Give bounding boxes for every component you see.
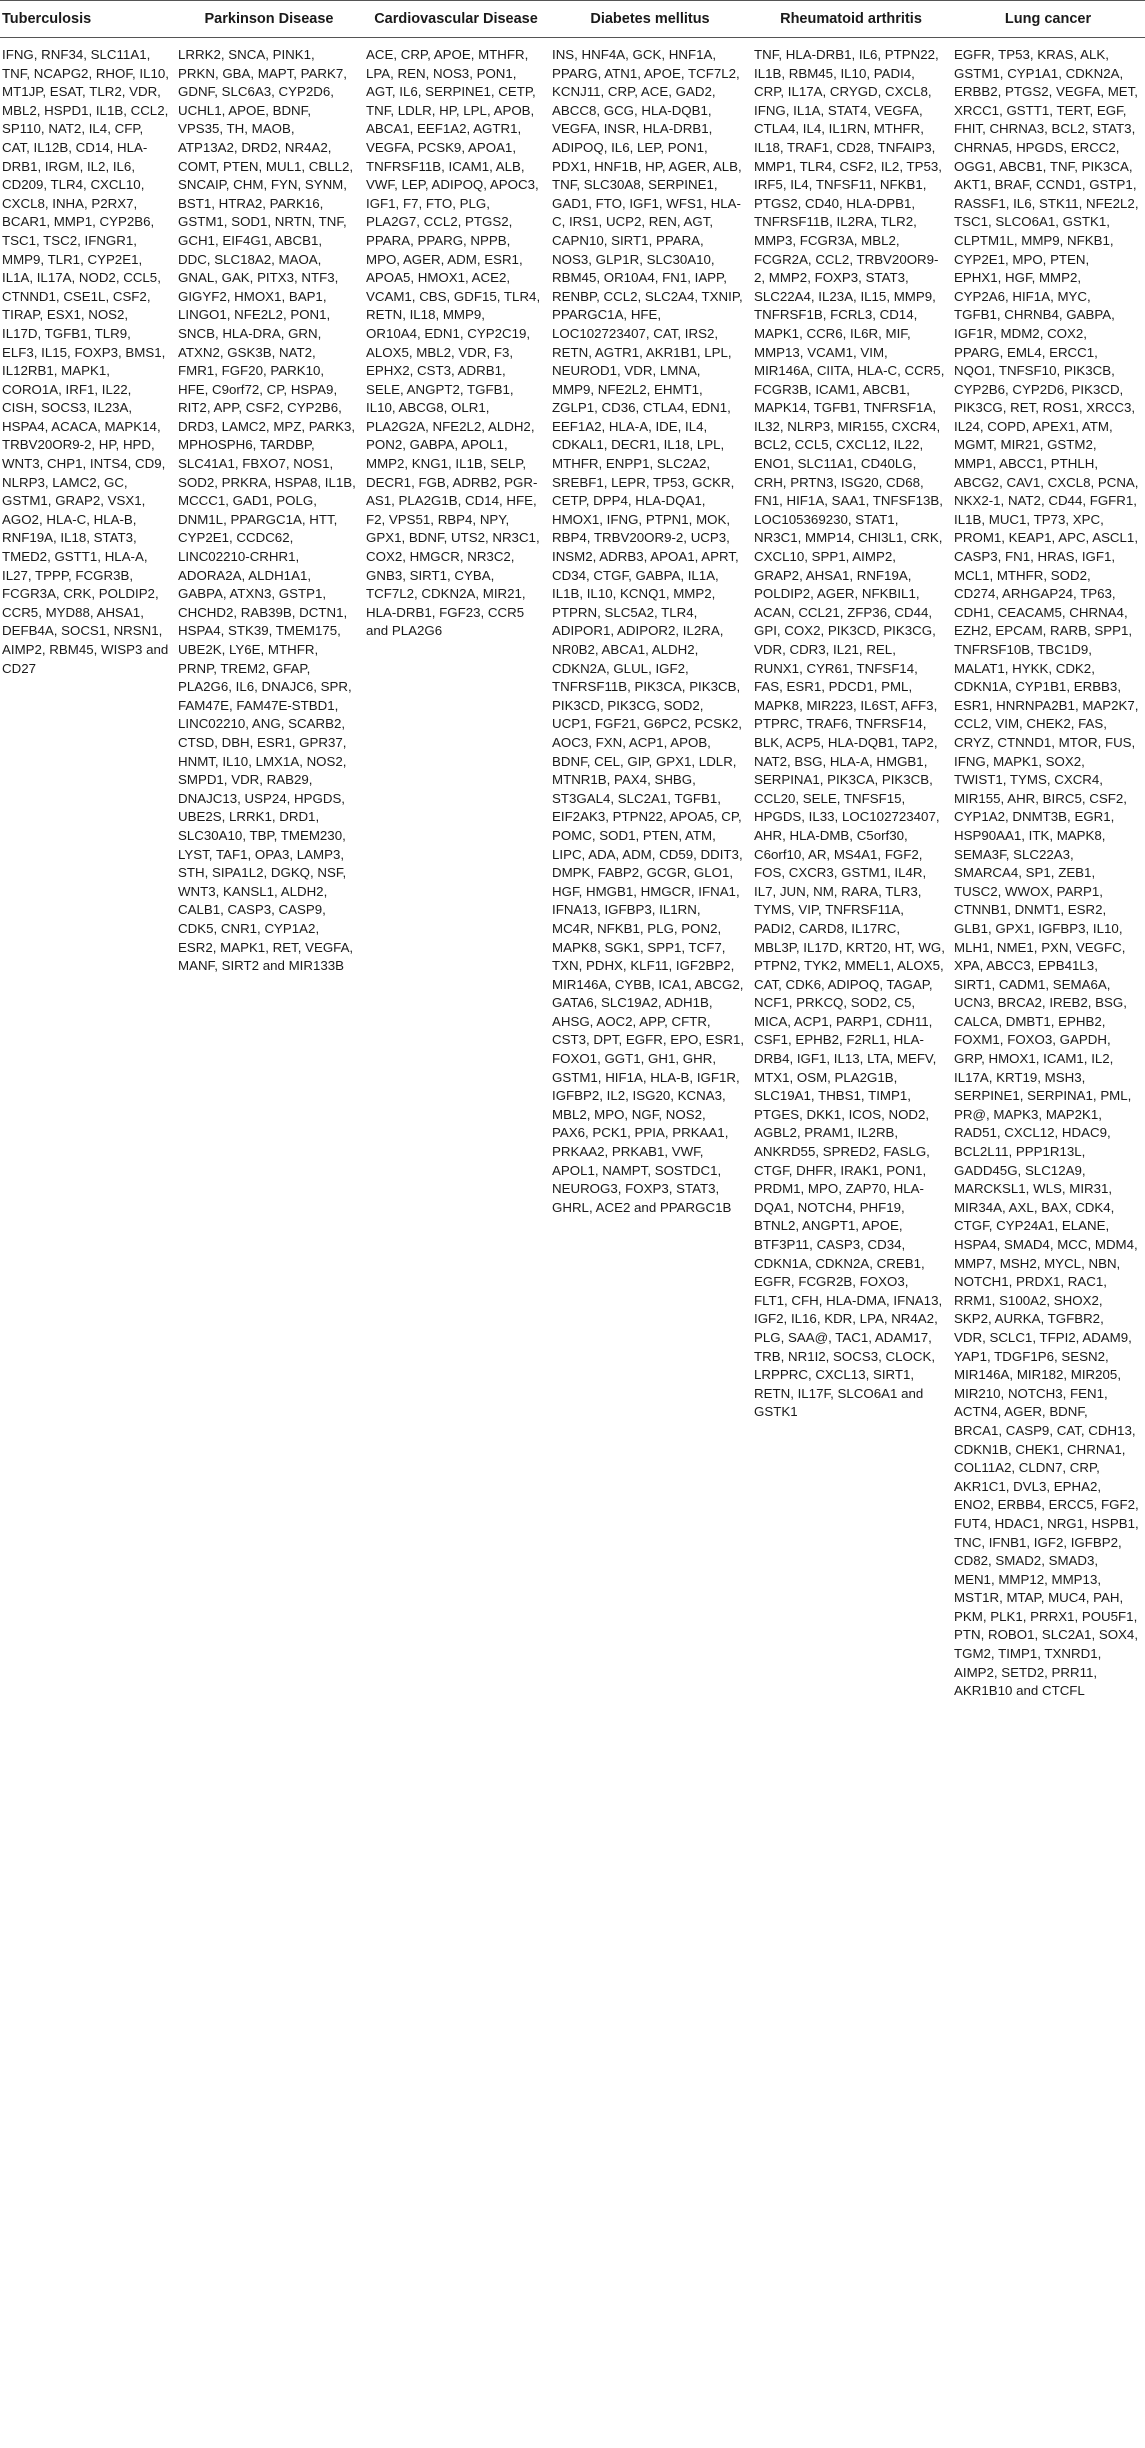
cell-rheumatoid-genes: TNF, HLA-DRB1, IL6, PTPN22, IL1B, RBM45, IL10, PADI4, CRP, IL17A, CRYGD, CXCL8, IFNG, IL1A, STAT4, VEGFA, CTLA4, IL4, IL1RN, MTHFR, IL18, TRAF1, CD28, TNFAIP3, MMP1, TLR4, CSF2, IL2, TP53, IRF5, IL4, TNFSF11, NFKB1, PTGS2, CD40, HLA-DPB1, TNFRSF11B, IL2RA, TLR2, MMP3, FCGR3A, MBL2, FCGR2A, CCL2, TRBV20OR9-2, MMP2, FOXP3, STAT3, SLC22A4, IL23A, IL15, MMP9, TNFRSF1B, FCRL3, CD14, MAPK1, CCR6, IL6R, MIF, MMP13, VCAM1, VIM, MIR146A, CIITA, HLA-C, CCR5, FCGR3B, ICAM1, ABCB1, MAPK14, TGFB1, TNFRSF1A, IL32, NLRP3, MIR155, CXCR4, BCL2, CCL5, CXCL12, IL22, ENO1, SLC11A1, CD40LG, CRH, PRTN3, ISG20, CD68, FN1, HIF1A, SAA1, TNFSF13B, LOC105369230, STAT1, NR3C1, MMP14, CHI3L1, CRK, CXCL10, SPP1, AIMP2, GRAP2, AHSA1, RNF19A, POLDIP2, AGER, NFKBIL1, ACAN, CCL21, ZFP36, CD44, GPI, COX2, PIK3CD, PIK3CG, VDR, CDR3, IL21, REL, RUNX1, CYR61, TNFSF14, FAS, ESR1, PDCD1, PML, MAPK8, MIR223, IL6ST, AFF3, PTPRC, TRAF6, TNFRSF14, BLK, ACP5, HLA-DQB1, TAP2, NAT2, BSG, HLA-A, HMGB1, SERPINA1, PIK3CA, PIK3CB, CCL20, SELE, TNFSF15, HPGDS, IL33, LOC102723407, AHR, HLA-DMB, C5orf30, C6orf10, AR, MS4A1, FGF2, FOS, CXCR3, GSTM1, IL4R, IL7, JUN, NM, RARA, TLR3, TYMS, VIP, TNFRSF11A, PADI2, CARD8, IL17RC, MBL3P, IL17D, KRT20, HT, WG, PTPN2, TYK2, MMEL1, ALOX5, CAT, CDK6, ADIPOQ, TAGAP, NCF1, PRKCQ, SOD2, C5, MICA, ACP1, PARP1, CDH11, CSF1, EPHB2, F2RL1, HLA-DRB4, IGF1, IL13, LTA, MEFV, MTX1, OSM, PLA2G1B, SLC19A1, THBS1, TIMP1, PTGES, DKK1, ICOS, NOD2, AGBL2, PRAM1, IL2RB, ANKRD55, SPRED2, FASLG, CTGF, DHFR, IRAK1, PON1, PRDM1, MPO, ZAP70, HLA-DQA1, NOTCH4, PHF19, BTNL2, ANGPT1, APOE, BTF3P11, CASP3, CD34, CDKN1A, CDKN2A, CREB1, EGFR, FCGR2B, FOXO3, FLT1, CFH, HLA-DMA, IFNA13, IGF2, IL16, KDR, LPA, NR4A2, PLG, SAA@, TAC1, ADAM17, TRB, NR1I2, SOCS3, CLOCK, LRPPRC, CXCL13, SIRT1, RETN, IL17F, SLCO6A1 and GSTK1 bbox=[754, 47, 945, 1420]
header-row bbox=[0, 1, 1145, 38]
cell-tuberculosis-genes: IFNG, RNF34, SLC11A1, TNF, NCAPG2, RHOF, IL10, MT1JP, ESAT, TLR2, VDR, MBL2, HSPD1, IL1B, CCL2, SP110, NAT2, IL4, CFP, CAT, IL12B, CD14, HLA-DRB1, IRGM, IL2, IL6, CD209, TLR4, CXCL10, CXCL8, INHA, P2RX7, BCAR1, MMP1, CYP2B6, TSC1, TSC2, IFNGR1, MMP9, TLR1, CYP2E1, IL1A, IL17A, NOD2, CCL5, CTNND1, CSE1L, CSF2, TIRAP, ESX1, NOS2, IL17D, TGFB1, TLR9, ELF3, IL15, FOXP3, BMS1, IL12RB1, MAPK1, CORO1A, IRF1, IL22, CISH, SOCS3, IL23A, HSPA4, ACACA, MAPK14, TRBV20OR9-2, HP, HPD, WNT3, CHP1, INTS4, CD9, NLRP3, LAMC2, GC, GSTM1, GRAP2, VSX1, AGO2, HLA-C, HLA-B, RNF19A, IL18, STAT3, TMED2, GSTT1, HLA-A, IL27, TPPP, FCGR3B, FCGR3A, CRK, POLDIP2, CCR5, MYD88, AHSA1, DEFB4A, SOCS1, NRSN1, AIMP2, RBM45, WISP3 and CD27 bbox=[2, 47, 169, 676]
header-lung-cancer: Lung cancer bbox=[951, 1, 1145, 38]
header-rheumatoid-arthritis: Rheumatoid arthritis bbox=[751, 1, 951, 38]
cell-parkinson-genes: LRRK2, SNCA, PINK1, PRKN, GBA, MAPT, PARK7, GDNF, SLC6A3, CYP2D6, UCHL1, APOE, BDNF, VPS35, TH, MAOB, ATP13A2, DRD2, NR4A2, COMT, PTEN, MUL1, CBLL2, SNCAIP, CHM, FYN, SYNM, BST1, HTRA2, PARK16, GSTM1, SOD1, NRTN, TNF, GCH1, EIF4G1, ABCB1, DDC, SLC18A2, MAOA, GNAL, GAK, PITX3, NTF3, GIGYF2, HMOX1, BAP1, LINGO1, NFE2L2, PON1, SNCB, HLA-DRA, GRN, ATXN2, GSK3B, NAT2, FMR1, FGF20, PARK10, HFE, C9orf72, CP, HSPA9, RIT2, APP, CSF2, CYP2B6, DRD3, LAMC2, MPZ, PARK3, MPHOSPH6, TARDBP, SLC41A1, FBXO7, NOS1, SOD2, PRKRA, HSPA8, IL1B, MCCC1, GAD1, POLG, DNM1L, PPARGC1A, HTT, CYP2E1, CCDC62, LINC02210-CRHR1, ADORA2A, ALDH1A1, GABPA, ATXN3, GSTP1, CHCHD2, RAB39B, DCTN1, HSPA4, STK39, TMEM175, UBE2K, LY6E, MTHFR, PRNP, TREM2, GFAP, PLA2G6, IL6, DNAJC6, SPR, FAM47E, FAM47E-STBD1, LINC02210, ANG, SCARB2, CTSD, DBH, ESR1, GPR37, HNMT, IL10, LMX1A, NOS2, SMPD1, VDR, RAB29, DNAJC13, USP24, HPGDS, UBE2S, LRRK1, DRD1, SLC30A10, TBP, TMEM230, LYST, TAF1, OPA3, LAMP3, STH, SIPA1L2, DGKQ, NSF, WNT3, KANSL1, ALDH2, CALB1, CASP3, CASP9, CDK5, CNR1, CYP1A2, ESR2, MAPK1, RET, VEGFA, MANF, SIRT2 and MIR133B bbox=[178, 47, 356, 974]
header-parkinson-disease: Parkinson Disease bbox=[175, 1, 363, 38]
header-diabetes-mellitus: Diabetes mellitus bbox=[549, 1, 751, 38]
cell-diabetes-genes: INS, HNF4A, GCK, HNF1A, PPARG, ATN1, APOE, TCF7L2, KCNJ11, CRP, ACE, GAD2, ABCC8, GCG, HLA-DQB1, VEGFA, INSR, HLA-DRB1, ADIPOQ, IL6, LEP, PON1, PDX1, HNF1B, HP, AGER, ALB, TNF, SLC30A8, SERPINE1, GAD1, FTO, IGF1, WFS1, HLA-C, IRS1, UCP2, REN, AGT, CAPN10, SIRT1, PPARA, NOS3, GLP1R, SLC30A10, RBM45, OR10A4, FN1, IAPP, RENBP, CCL2, SLC2A4, TXNIP, PPARGC1A, HFE, LOC102723407, CAT, IRS2, RETN, AGTR1, AKR1B1, LPL, NEUROD1, VDR, LMNA, MMP9, NFE2L2, EHMT1, ZGLP1, CD36, CTLA4, EDN1, EEF1A2, HLA-A, IDE, IL4, CDKAL1, DECR1, IL18, LPL, MTHFR, ENPP1, SLC2A2, SREBF1, LEPR, TP53, GCKR, CETP, DPP4, HLA-DQA1, HMOX1, IFNG, PTPN1, MOK, RBP4, TRBV20OR9-2, UCP3, INSM2, ADRB3, APOA1, APRT, CD34, CTGF, GABPA, IL1A, IL1B, IL10, KCNQ1, MMP2, PTPRN, SLC5A2, TLR4, ADIPOR1, ADIPOR2, IL2RA, NR0B2, ABCA1, ALDH2, CDKN2A, GLUL, IGF2, TNFRSF11B, PIK3CA, PIK3CB, PIK3CD, PIK3CG, SOD2, UCP1, FGF21, G6PC2, PCSK2, AOC3, FXN, ACP1, APOB, BDNF, CEL, GIP, GPX1, LDLR, MTNR1B, PAX4, SHBG, ST3GAL4, SLC2A1, TGFB1, EIF2AK3, PTPN22, APOA5, CP, POMC, SOD1, PTEN, ATM, LIPC, ADA, ADM, CD59, DDIT3, DMPK, FABP2, GCGR, GLO1, HGF, HMGB1, HMGCR, IFNA1, IFNA13, IGFBP3, IL1RN, MC4R, NFKB1, PLG, PON2, MAPK8, SGK1, SPP1, TCF7, TXN, PDHX, KLF11, IGF2BP2, MIR146A, CYBB, ICA1, ABCG2, GATA6, SLC19A2, ADH1B, AHSG, AOC2, APP, CFTR, CST3, DPT, EGFR, EPO, ESR1, FOXO1, GGT1, GH1, GHR, GSTM1, HIF1A, HLA-B, IGF1R, IGFBP2, IL2, ISG20, KCNA3, MBL2, MPO, NGF, NOS2, PAX6, PCK1, PPIA, PRKAA1, PRKAA2, PRKAB1, VWF, APOL1, NAMPT, SOSTDC1, NEUROG3, FOXP3, STAT3, GHRL, ACE2 and PPARGC1B bbox=[552, 47, 745, 1215]
cell-lung-cancer-genes: EGFR, TP53, KRAS, ALK, GSTM1, CYP1A1, CDKN2A, ERBB2, PTGS2, VEGFA, MET, XRCC1, GSTT1, TERT, EGF, FHIT, CHRNA3, BCL2, STAT3, CHRNA5, HPGDS, ERCC2, OGG1, ABCB1, TNF, PIK3CA, AKT1, BRAF, CCND1, GSTP1, RASSF1, IL6, STK11, NFE2L2, TSC1, SLCO6A1, GSTK1, CLPTM1L, MMP9, NFKB1, CYP2E1, MPO, PTEN, EPHX1, HGF, MMP2, CYP2A6, HIF1A, MYC, TGFB1, CHRNB4, GABPA, IGF1R, MDM2, COX2, PPARG, EML4, ERCC1, NQO1, TNFSF10, PIK3CB, CYP2B6, CYP2D6, PIK3CD, PIK3CG, RET, ROS1, XRCC3, IL24, COPD, APEX1, ATM, MGMT, MIR21, GSTM2, MMP1, ABCC1, PTHLH, ABCG2, CAV1, CXCL8, PCNA, NKX2-1, NAT2, CD44, FGFR1, IL1B, MUC1, TP73, XPC, PROM1, KEAP1, APC, ASCL1, CASP3, FN1, HRAS, IGF1, MCL1, MTHFR, SOD2, CD274, ARHGAP24, TP63, CDH1, CEACAM5, CHRNA4, EZH2, EPCAM, RARB, SPP1, TNFRSF10B, TBC1D9, MALAT1, HYKK, CDK2, CDKN1A, CYP1B1, ERBB3, ESR1, HNRNPA2B1, MAP2K7, CCL2, VIM, CHEK2, FAS, CRYZ, CTNND1, MTOR, FUS, IFNG, MAPK1, SOX2, TWIST1, TYMS, CXCR4, MIR155, AHR, BIRC5, CSF2, CYP1A2, DNMT3B, EGR1, HSP90AA1, ITK, MAPK8, SEMA3F, SLC22A3, SMARCA4, SP1, ZEB1, TUSC2, WWOX, PARP1, CTNNB1, DNMT1, ESR2, GLB1, GPX1, IGFBP3, IL10, MLH1, NME1, PXN, VEGFC, XPA, ABCC3, EPB41L3, SIRT1, CADM1, SEMA6A, UCN3, BRCA2, IREB2, BSG, CALCA, DMBT1, EPHB2, FOXM1, FOXO3, GAPDH, GRP, HMOX1, ICAM1, IL2, IL17A, KRT19, MSH3, SERPINE1, SERPINA1, PML, PR@, MAPK3, MAP2K1, RAD51, CXCL12, HDAC9, BCL2L11, PPP1R13L, GADD45G, SLC12A9, MARCKSL1, WLS, MIR31, MIR34A, AXL, BAX, CDK4, CTGF, CYP24A1, ELANE, HSPA4, SMAD4, MCC, MDM4, MMP7, MSH2, MYCL, NBN, NOTCH1, PRDX1, RAC1, RRM1, S100A2, SHOX2, SKP2, AURKA, TGFBR2, VDR, SCLC1, TFPI2, ADAM9, YAP1, TDGF1P6, SESN2, MIR146A, MIR182, MIR205, MIR210, NOTCH3, FEN1, ACTN4, AGER, BDNF, BRCA1, CASP9, CAT, CDH13, CDKN1B, CHEK1, CHRNA1, COL11A2, CLDN7, CRP, AKR1C1, DVL3, EPHA2, ENO2, ERBB4, ERCC5, FGF2, FUT4, HDAC1, NRG1, HSPB1, TNC, IFNB1, IGF2, IGFBP2, CD82, SMAD2, SMAD3, MEN1, MMP12, MMP13, MST1R, MTAP, MUC4, PAH, PKM, PLK1, PRRX1, POU5F1, PTN, ROBO1, SLC2A1, SOX4, TGM2, TIMP1, TXNRD1, AIMP2, SETD2, PRR11, AKR1B10 and CTCFL bbox=[954, 47, 1139, 1699]
cell-cardiovascular-genes: ACE, CRP, APOE, MTHFR, LPA, REN, NOS3, PON1, AGT, IL6, SERPINE1, CETP, TNF, LDLR, HP, LPL, APOB, ABCA1, EEF1A2, AGTR1, VEGFA, PCSK9, APOA1, TNFRSF11B, ICAM1, ALB, VWF, LEP, ADIPOQ, APOC3, IGF1, F7, FTO, PLG, PLA2G7, CCL2, PTGS2, PPARA, PPARG, NPPB, MPO, AGER, ADM, ESR1, APOA5, HMOX1, ACE2, VCAM1, CBS, GDF15, TLR4, RETN, IL18, MMP9, OR10A4, EDN1, CYP2C19, ALOX5, MBL2, VDR, F3, EPHX2, CST3, ADRB1, SELE, ANGPT2, TGFB1, IL10, ABCG8, OLR1, PLA2G2A, NFE2L2, ALDH2, PON2, GABPA, APOL1, MMP2, KNG1, IL1B, SELP, DECR1, FGB, ADRB2, PGR-AS1, PLA2G1B, CD14, HFE, F2, VPS51, RBP4, NPY, GPX1, BDNF, UTS2, NR3C1, COX2, HMGCR, NR3C2, GNB3, SIRT1, CYBA, TCF7L2, CDKN2A, MIR21, HLA-DRB1, FGF23, CCR5 and PLA2G6 bbox=[366, 47, 541, 639]
header-cardiovascular-disease: Cardiovascular Disease bbox=[363, 1, 549, 38]
header-tuberculosis: Tuberculosis bbox=[0, 1, 175, 38]
table-row bbox=[0, 38, 1145, 1701]
